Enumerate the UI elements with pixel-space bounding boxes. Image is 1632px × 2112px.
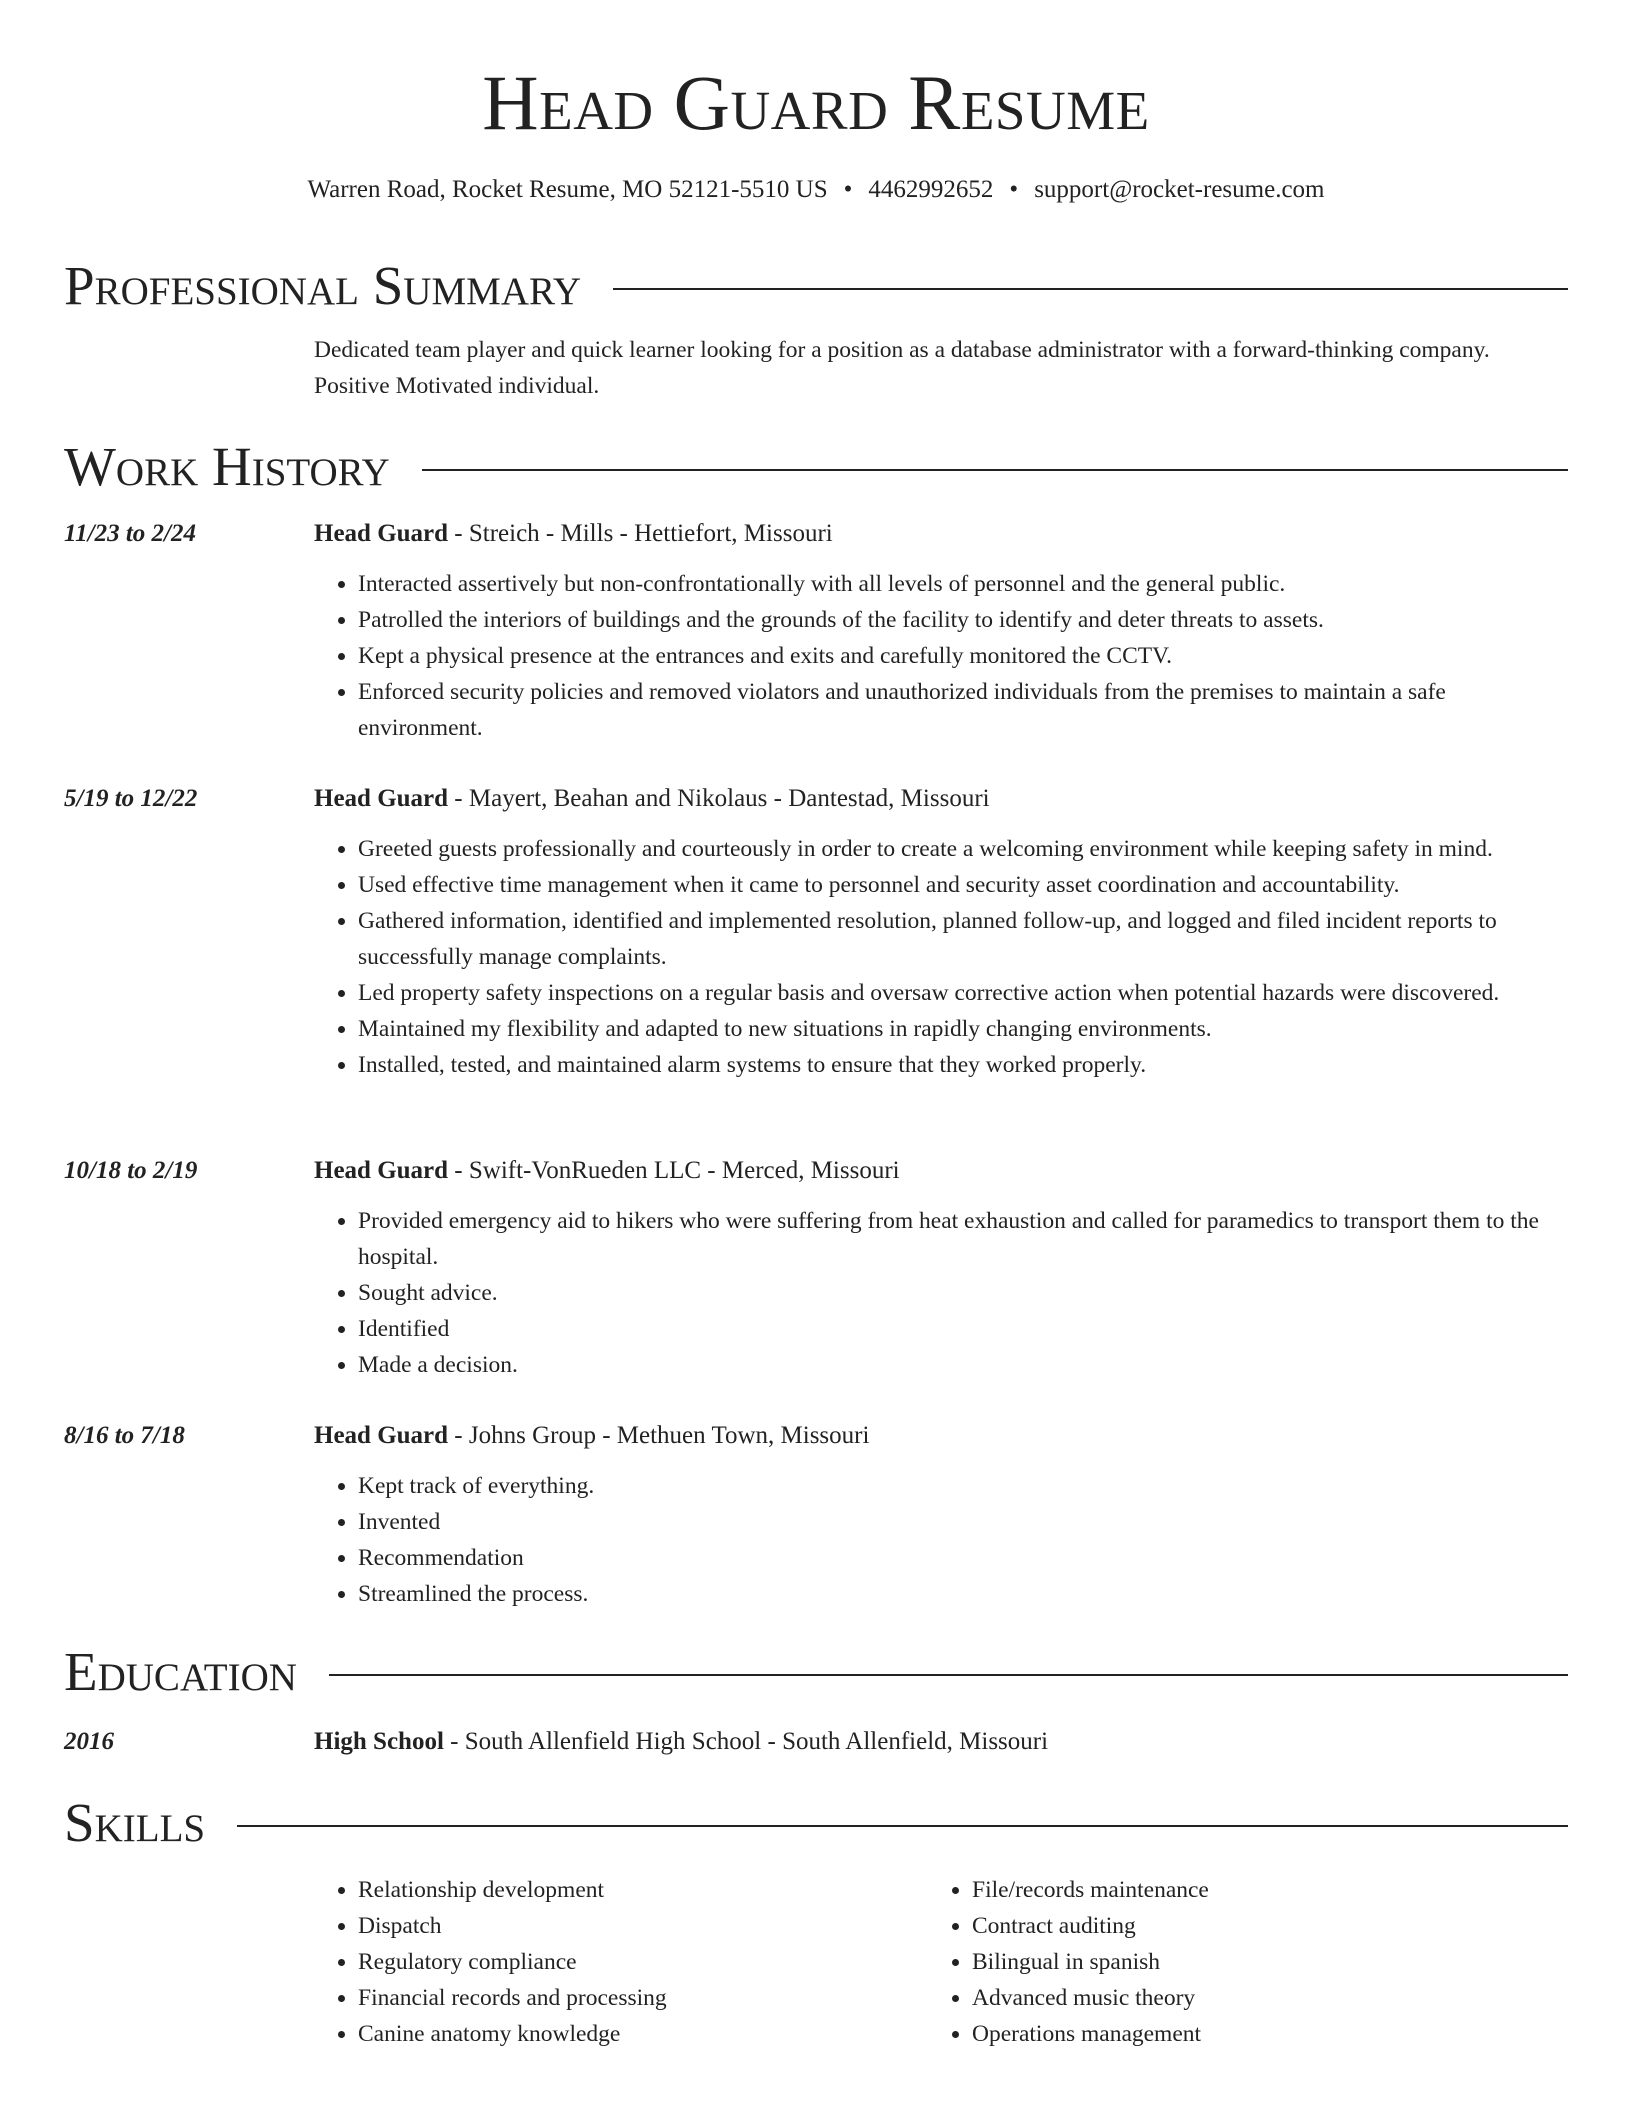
job-bullet: • Kept a physical presence at the entrances and exits and carefully monitored the CCTV. <box>358 638 1568 674</box>
section-divider <box>329 1674 1568 1676</box>
education-header <box>64 1637 1568 1707</box>
job-bullet: • Installed, tested, and maintained alarm systems to ensure that they worked properly. <box>358 1047 1568 1083</box>
job-bullet: • Provided emergency aid to hikers who were suffering from heat exhaustion and called for paramedics to transport them to the hospital. <box>358 1203 1568 1275</box>
job-bullet: • Interacted assertively but non-confrontationally with all levels of personnel and the general public. <box>358 566 1568 602</box>
contact-separator: • <box>1009 176 1019 203</box>
job-bullet: • Kept track of everything. <box>358 1468 1568 1504</box>
contact-phone: 4462992652 <box>868 176 994 203</box>
job-heading <box>314 516 833 552</box>
job-bullet: • Identified <box>358 1311 1568 1347</box>
job-dates: 8/16 to 7/18 <box>64 1422 185 1449</box>
job-position: Head Guard <box>314 785 449 812</box>
job-heading <box>314 1153 900 1189</box>
job-bullet: • Led property safety inspections on a regular basis and oversaw corrective action when potential hazards were discovered. <box>358 975 1568 1011</box>
job-details: - Streich - Mills - Hettiefort, Missouri <box>448 520 833 547</box>
job-position: Head Guard <box>314 1157 449 1184</box>
contact-line <box>0 174 1632 206</box>
job-heading <box>314 1418 869 1454</box>
skill-item: • Advanced music theory <box>972 1980 1548 2016</box>
education-year: 2016 <box>64 1728 114 1755</box>
work-header <box>64 432 1568 502</box>
job-bullet: • Sought advice. <box>358 1275 1568 1311</box>
job-dates: 10/18 to 2/19 <box>64 1157 198 1184</box>
skill-item: • Bilingual in spanish <box>972 1944 1548 1980</box>
job-bullets <box>314 566 1568 746</box>
summary-body <box>314 332 1568 404</box>
skills-section <box>64 1788 1568 1858</box>
skills-column-right <box>928 1872 1548 2052</box>
skill-item: • Contract auditing <box>972 1908 1548 1944</box>
skill-item: • Regulatory compliance <box>358 1944 914 1980</box>
section-title-summary: Professional Summary <box>64 255 582 316</box>
section-divider <box>422 469 1568 471</box>
work-section <box>64 432 1568 502</box>
skill-item: • File/records maintenance <box>972 1872 1548 1908</box>
job-bullets <box>314 831 1568 1083</box>
job-bullet: • Used effective time management when it came to personnel and security asset coordination and accountability. <box>358 867 1568 903</box>
skill-item: • Relationship development <box>358 1872 914 1908</box>
job-bullet: • Recommendation <box>358 1540 1568 1576</box>
job-position: Head Guard <box>314 1422 449 1449</box>
job-bullet: • Greeted guests professionally and courteously in order to create a welcoming environment while keeping safety in mind. <box>358 831 1568 867</box>
skills-column-left <box>314 1872 914 2052</box>
skill-item: • Financial records and processing <box>358 1980 914 2016</box>
skills-list <box>64 1872 1568 2062</box>
job-bullet: • Enforced security policies and removed violators and unauthorized individuals from the premises to maintain a safe environment. <box>358 674 1568 746</box>
education-degree: High School <box>314 1728 444 1755</box>
summary-section <box>64 251 1568 399</box>
job-dates: 5/19 to 12/22 <box>64 785 198 812</box>
job-bullets <box>314 1203 1568 1383</box>
job-details: - Mayert, Beahan and Nikolaus - Dantestad, Missouri <box>448 785 990 812</box>
contact-separator: • <box>843 176 853 203</box>
job-details: - Swift-VonRueden LLC - Merced, Missouri <box>448 1157 900 1184</box>
contact-email: support@rocket-resume.com <box>1034 176 1325 203</box>
job-details: - Johns Group - Methuen Town, Missouri <box>448 1422 870 1449</box>
contact-address: Warren Road, Rocket Resume, MO 52121-5510 US <box>307 176 828 203</box>
education-section <box>64 1637 1568 1707</box>
job-dates: 11/23 to 2/24 <box>64 520 196 547</box>
resume-title: Head Guard Resume <box>482 59 1150 146</box>
section-divider <box>237 1825 1568 1827</box>
education-heading <box>314 1724 1048 1760</box>
education-details: - South Allenfield High School - South Allenfield, Missouri <box>443 1728 1049 1755</box>
job-bullet: • Invented <box>358 1504 1568 1540</box>
section-divider <box>613 288 1568 290</box>
job-bullet: • Maintained my flexibility and adapted to new situations in rapidly changing environments. <box>358 1011 1568 1047</box>
skill-item: • Operations management <box>972 2016 1548 2052</box>
job-position: Head Guard <box>314 520 449 547</box>
job-bullet: • Gathered information, identified and implemented resolution, planned follow-up, and logged and filed incident reports to successfully manage complaints. <box>358 903 1568 975</box>
section-title-skills: Skills <box>64 1792 206 1853</box>
section-title-work: Work History <box>64 436 390 497</box>
summary-header <box>64 251 1568 321</box>
summary-text: Dedicated team player and quick learner looking for a position as a database administrator with a forward-thinking company. Positive Motivated individual. <box>314 337 1490 399</box>
job-bullet: • Patrolled the interiors of buildings and the grounds of the facility to identify and deter threats to assets. <box>358 602 1568 638</box>
skill-item: • Canine anatomy knowledge <box>358 2016 914 2052</box>
skills-header <box>64 1788 1568 1858</box>
skill-item: • Dispatch <box>358 1908 914 1944</box>
job-bullets <box>314 1468 1568 1612</box>
job-bullet: • Streamlined the process. <box>358 1576 1568 1612</box>
job-bullet: • Made a decision. <box>358 1347 1568 1383</box>
section-title-education: Education <box>64 1641 297 1702</box>
job-heading <box>314 781 990 817</box>
